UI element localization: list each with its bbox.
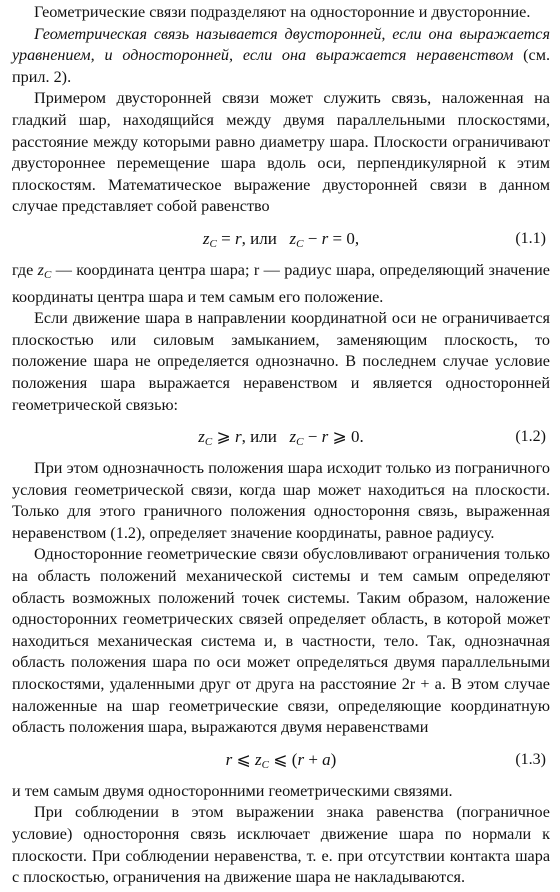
paragraph-6: При этом однозначность положения шара исходит только из пограничного условия геометрической связи, когда шар может находиться на плоскости. Только для этого граничного положения одностороння связь, выраженная неравенством (1.2), определяет значение координаты, равное радиусу. — [12, 459, 550, 542]
paragraph-4: где $z_C$ — координата центра шара; r — радиус шара, определяющий значение координаты центра шара и тем самым его положение. — [12, 260, 550, 306]
paragraph-7: Односторонние геометрические связи обусловливают ограничения только на область положений механической системы и тем самым определяют область возможных положений точек системы. Таким образом, наложение односторонних геометрических связей определяет область, в которой может находиться механическая система и, в частности, тело. Так, однозначная область положения шара по оси может определяться двумя параллельными плоскостями, удаленными друг от друга на расстояние 2r + a. В этом случае наложенные на шар геометрические связи, определяющие координатную область положения шара, выражаются двумя неравенствами — [12, 545, 550, 737]
equation-1-3 — [12, 739, 550, 781]
paragraph-3: Примером двусторонней связи может служить связь, наложенная на гладкий шар, находящийся между двумя параллельными плоскостями, расстояние между которыми равно диаметру шара. Плоскости ограничивают двустороннее перемещение шара вдоль оси, перпендикулярной к этим плоскостям. Математическое выражение двусторонней связи в данном случае представляет собой равенство — [12, 89, 550, 216]
paragraph-8: и тем самым двумя односторонними геометрическими связями. — [12, 781, 453, 800]
paragraph-1: Геометрические связи подразделяют на односторонние и двусторонние. — [34, 3, 531, 21]
equation-1-2 — [12, 416, 550, 458]
equation-1-2-number: (1.2) — [515, 428, 546, 446]
paragraph-2-definition — [12, 24, 550, 89]
equation-1-2-body: $z_C$ ⩾ r, или $z_C - r$ ⩾ 0. — [198, 427, 364, 449]
appendix-ref: (см. прил. 2). — [12, 46, 550, 86]
paragraph-5: Если движение шара в направлении координатной оси не ограничивается плоскостью или силовым замыканием, заменяющим плоскость, то положение шара не определяется однозначно. В последнем случае условие положения шара выражается неравенством и является односторонней геометрической связью: — [12, 309, 550, 414]
equation-1-1-body: $z_C = r$, или $z_C - r = 0$, — [202, 228, 360, 250]
equation-1-3-number: (1.3) — [515, 750, 546, 768]
definition-text: Геометрическая связь называется двусторонней, если она выражается уравнением, и односторонней, если она выражается неравенством — [12, 24, 550, 65]
equation-1-1-number: (1.1) — [515, 229, 546, 247]
paragraph-9: При соблюдении в этом выражении знака равенства (пограничное условие) одностороння связь исключает движение шара по нормали к плоскости. При соблюдении неравенства, т. е. при отсутствии контакта шара с плоскостью, ограничения на движение шара не накладываются. — [12, 803, 550, 887]
equation-1-1 — [12, 218, 550, 260]
equation-1-3-body: r ⩽ $z_C$ ⩽ (r + a) — [225, 749, 337, 771]
